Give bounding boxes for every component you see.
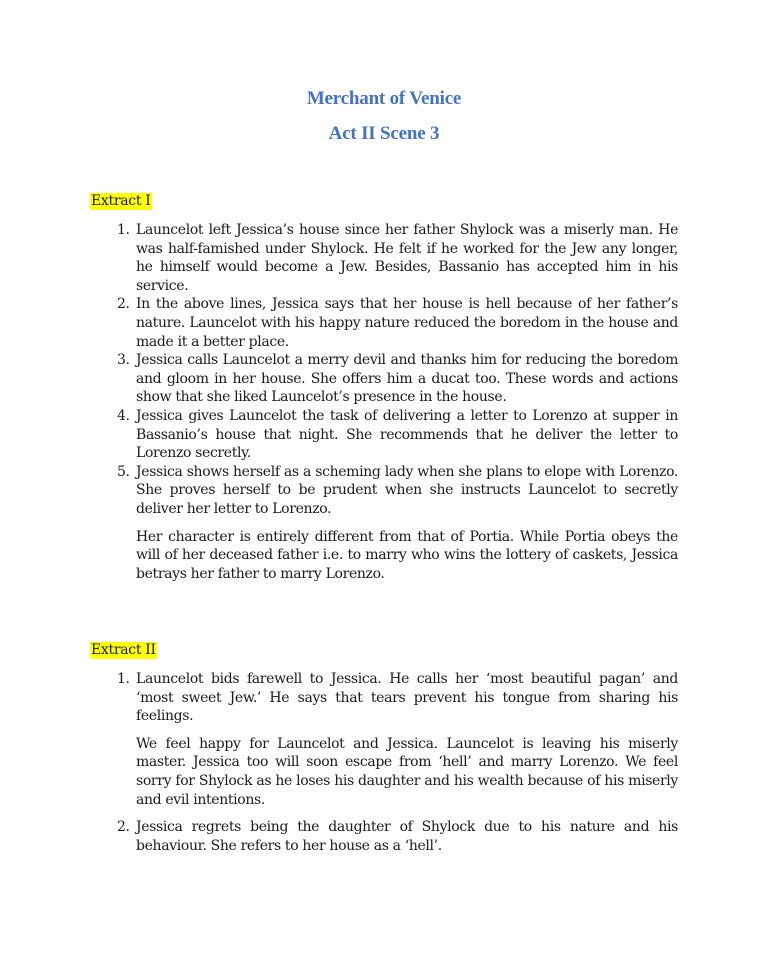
- item-text: Launcelot left Jessica’s house since her father Shylock was a miserly man. He was half-famished under Shylock. He felt if he worked for the Jew any longer, he himself would become a Jew. Besides, Bassanio has accepted him in his service.: [136, 222, 678, 294]
- section-label-extract-2: Extract II: [91, 642, 156, 658]
- item-number: 3.: [117, 352, 130, 369]
- item-number: 5.: [117, 463, 130, 480]
- item-number: 1.: [117, 222, 130, 238]
- item-number: 1.: [117, 671, 130, 687]
- list-item: [90, 351, 678, 407]
- item-text: Jessica shows herself as a scheming lady when she plans to elope with Lorenzo. She proves herself to be prudent when she instructs Launcelot to secretly deliver her letter to Lorenzo.: [136, 463, 678, 517]
- section-label-extract-1: Extract I: [91, 193, 151, 209]
- document-subtitle: Act II Scene 3: [328, 123, 440, 144]
- item-extra-paragraph: We feel happy for Launcelot and Jessica. Launcelot is leaving his miserly master. Jessica too will soon escape from ‘hell’ and marry Lorenzo. We feel sorry for Shylock as he loses his daughter and his wealth because of his miserly and evil intentions.: [136, 735, 678, 808]
- item-text: Launcelot bids farewell to Jessica. He calls her ‘most beautiful pagan’ and ‘most sweet Jew.’ He says that tears prevent his tongue from sharing his feelings.: [136, 671, 678, 725]
- item-text: Jessica regrets being the daughter of Shylock due to his nature and his behaviour. She refers to her house as a ‘hell’.: [136, 819, 678, 854]
- list-item: [90, 818, 678, 855]
- extract-1-list: [90, 221, 678, 583]
- item-text: In the above lines, Jessica says that her house is hell because of her father’s nature. Launcelot with his happy nature reduced the boredom in the house and made it a better place.: [136, 296, 678, 350]
- list-item-continuation: [90, 528, 678, 584]
- list-item: [90, 407, 678, 463]
- list-item: [90, 463, 678, 519]
- item-text: Jessica calls Launcelot a merry devil and thanks him for reducing the boredom and gloom in her house. She offers him a ducat too. These words and actions show that she liked Launcelot’s presence in the house.: [136, 352, 678, 406]
- item-number: 2.: [117, 819, 130, 836]
- list-item-continuation: [90, 735, 678, 809]
- list-item: [90, 670, 678, 726]
- item-extra-paragraph: Her character is entirely different from that of Portia. While Portia obeys the will of her deceased father i.e. to marry who wins the lottery of caskets, Jessica betrays her father to marry Lorenzo.: [136, 528, 678, 582]
- list-item: [90, 221, 678, 295]
- item-number: 4.: [117, 407, 130, 424]
- item-number: 2.: [117, 296, 130, 313]
- list-item: [90, 295, 678, 351]
- extract-2-list: [90, 670, 678, 855]
- document-title: Merchant of Venice: [306, 88, 462, 109]
- item-text: Jessica gives Launcelot the task of delivering a letter to Lorenzo at supper in Bassanio’s house that night. She recommends that he deliver the letter to Lorenzo secretly.: [136, 407, 678, 462]
